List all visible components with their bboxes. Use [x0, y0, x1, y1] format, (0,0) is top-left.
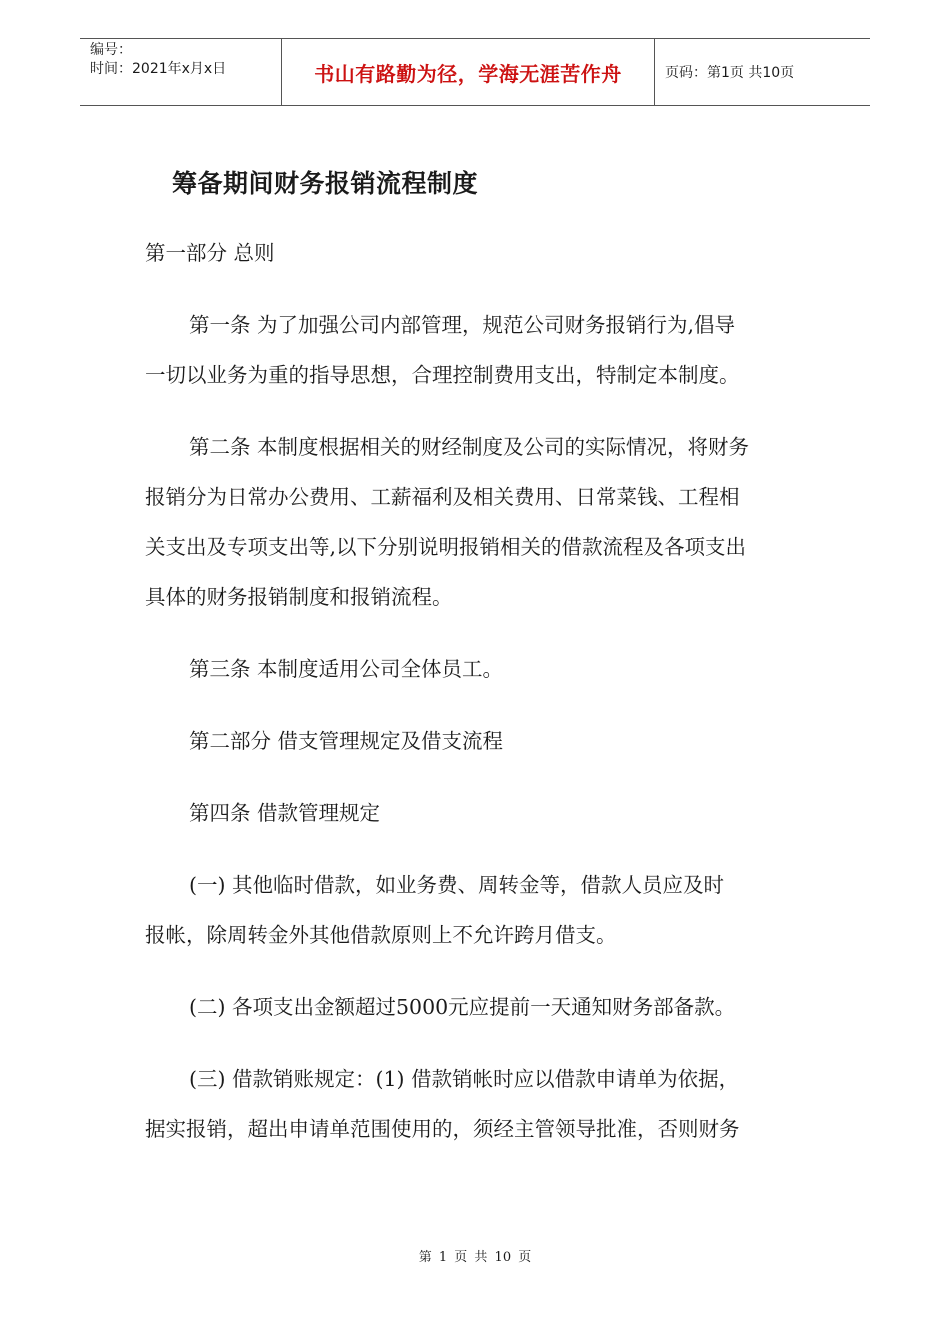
article-2-line-2: 报销分为日常办公费用、工薪福利及相关费用、日常菜钱、工程相 [145, 485, 740, 509]
clause-1-line-1: (一) 其他临时借款，如业务费、周转金等，借款人员应及时 [189, 873, 725, 897]
document-header [80, 38, 870, 106]
document-time-label: 时间：2021年x月x日 [90, 61, 227, 77]
article-2-line-1: 第二条 本制度根据相关的财经制度及公司的实际情况，将财务 [189, 435, 750, 459]
header-motto: 书山有路勤为径，学海无涯苦作舟 [282, 39, 655, 105]
section-heading-part-one: 第一部分 总则 [145, 241, 275, 265]
article-1-line-2: 一切以业务为重的指导思想，合理控制费用支出，特制定本制度。 [145, 363, 740, 387]
article-3-line-1: 第三条 本制度适用公司全体员工。 [189, 657, 504, 681]
header-page-info: 页码：第1页 共10页 [665, 65, 795, 81]
document-title: 筹备期间财务报销流程制度 [172, 169, 479, 198]
article-2-line-4: 具体的财务报销制度和报销流程。 [145, 585, 453, 609]
article-2-line-3: 关支出及专项支出等,以下分别说明报销相关的借款流程及各项支出 [145, 535, 747, 559]
header-meta-cell [80, 39, 282, 105]
article-4-heading: 第四条 借款管理规定 [189, 801, 381, 825]
clause-3-line-2: 据实报销，超出申请单范围使用的，须经主管领导批准，否则财务 [145, 1117, 740, 1141]
document-number-label: 编号： [90, 42, 132, 58]
clause-2-line-1: (二) 各项支出金额超过5000元应提前一天通知财务部备款。 [189, 995, 736, 1019]
article-1-line-1: 第一条 为了加强公司内部管理，规范公司财务报销行为,倡导 [189, 313, 736, 337]
page-footer: 第 1 页 共 10 页 [418, 1250, 532, 1265]
clause-3-line-1: (三) 借款销账规定：(1) 借款销帐时应以借款申请单为依据， [189, 1067, 740, 1091]
section-heading-part-two: 第二部分 借支管理规定及借支流程 [189, 729, 504, 753]
clause-1-line-2: 报帐，除周转金外其他借款原则上不允许跨月借支。 [145, 923, 617, 947]
